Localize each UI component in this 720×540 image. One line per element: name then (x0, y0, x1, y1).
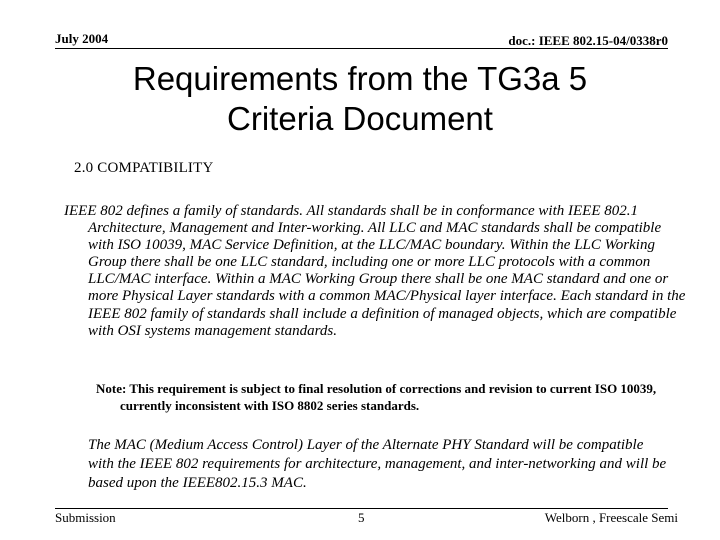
footer-submission: Submission (55, 510, 116, 525)
header-divider (55, 48, 668, 49)
body-paragraph: IEEE 802 defines a family of standards. All standards shall be in conformance with IEEE 802.1 Architecture, Management and Inter-working. All LLC and MAC standards shall be compatible with ISO 10039, MAC Service Definition, at the LLC/MAC boundary. Within the LLC Working Group there shall be one LLC standard, including one or more LLC protocols with a common LLC/MAC interface. Within a MAC Working Group there shall be one MAC standard and one or more Physical Layer standards with a common MAC/Physical layer interface. Each standard in the IEEE 802 family of standards shall include a definition of managed objects, which are compatible with OSI systems management standards. (64, 203, 686, 339)
footer-divider (55, 508, 668, 509)
section-heading: 2.0 COMPATIBILITY (74, 160, 214, 176)
slide-title-line-1: Requirements from the TG3a 5 (132, 60, 588, 97)
slide-title (60, 59, 660, 139)
footer-author: Welborn , Freescale Semi (544, 510, 678, 525)
note-paragraph: Note: This requirement is subject to final resolution of corrections and revision to current ISO 10039, currently inconsistent with ISO 8802 series standards. (96, 381, 657, 413)
header-doc-id: doc.: IEEE 802.15-04/0338r0 (508, 33, 668, 48)
closing-paragraph: The MAC (Medium Access Control) Layer of the Alternate PHY Standard will be compatible with the IEEE 802 requirements for architecture, management, and inter-networking and will be based upon the IEEE802.15.3 MAC. (88, 437, 667, 491)
header-date: July 2004 (55, 31, 109, 46)
slide-title-line-2: Criteria Document (227, 100, 493, 137)
footer-page-number: 5 (358, 510, 365, 525)
